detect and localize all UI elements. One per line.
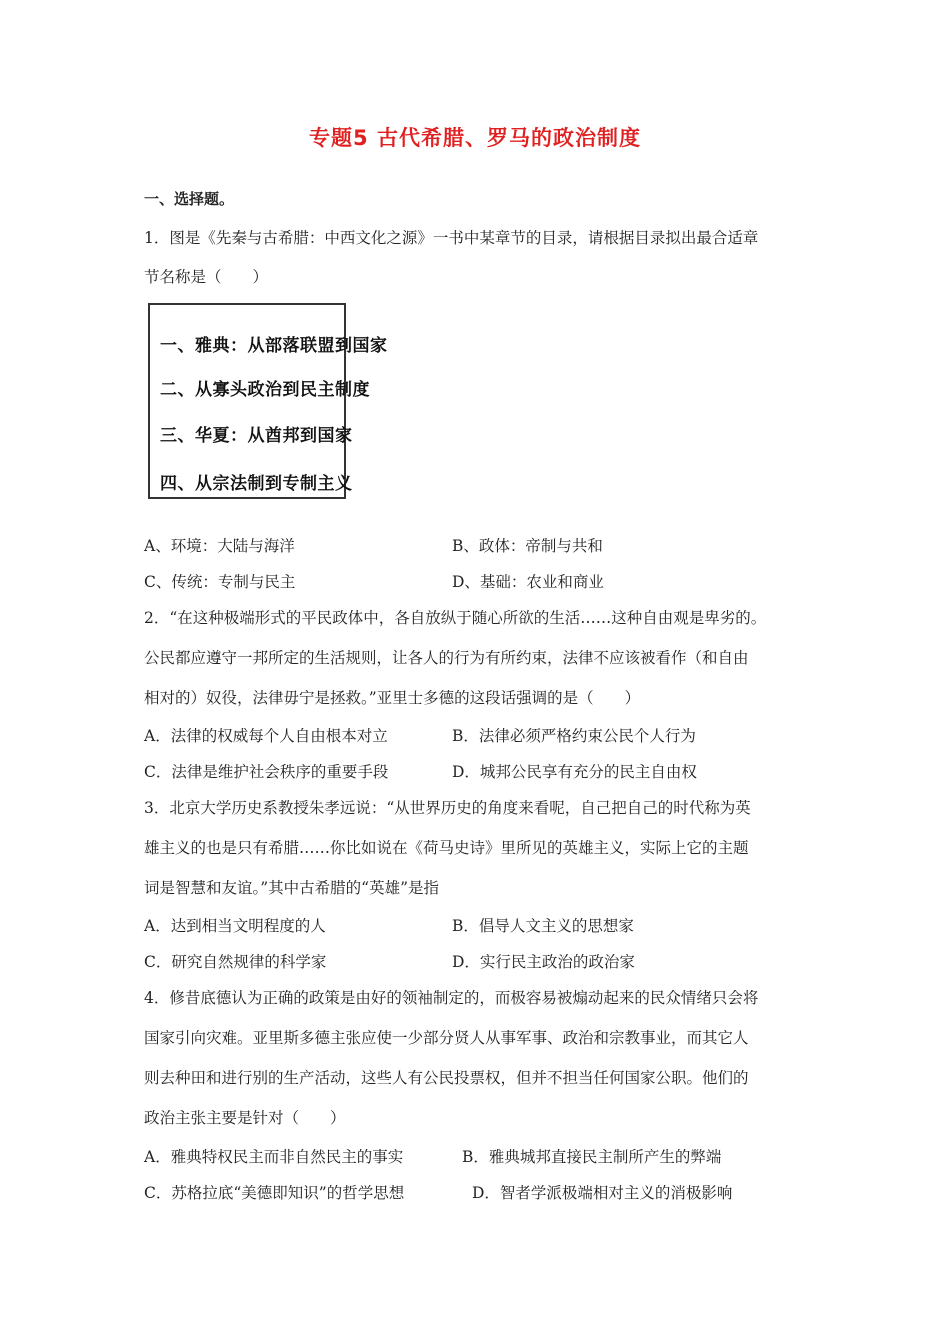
q3-stem-line: 3．北京大学历史系教授朱孝远说：“从世界历史的角度来看呢，自己把自己的时代称为英 xyxy=(144,799,751,817)
q4-option-a: A．雅典特权民主而非自然民主的事实 xyxy=(144,1148,404,1166)
q4-option-b: B．雅典城邦直接民主制所产生的弊端 xyxy=(462,1148,722,1166)
q2-option-a: A．法律的权威每个人自由根本对立 xyxy=(144,727,388,745)
q1-option-d: D、基础：农业和商业 xyxy=(452,573,604,591)
toc-item: 四、从宗法制到专制主义 xyxy=(160,474,353,494)
q1-stem-line: 节名称是（ ） xyxy=(144,268,269,286)
toc-item: 三、华夏：从酋邦到国家 xyxy=(160,426,353,446)
q3-option-c: C．研究自然规律的科学家 xyxy=(144,953,327,971)
q3-option-d: D．实行民主政治的政治家 xyxy=(452,953,635,971)
q2-option-b: B．法律必须严格约束公民个人行为 xyxy=(452,727,696,745)
section-heading: 一、选择题。 xyxy=(144,190,235,208)
q3-option-b: B．倡导人文主义的思想家 xyxy=(452,917,634,935)
toc-item: 一、雅典：从部落联盟到国家 xyxy=(160,336,388,356)
q4-option-c: C．苏格拉底“美德即知识”的哲学思想 xyxy=(144,1184,405,1202)
q4-stem-line: 则去种田和进行别的生产活动，这些人有公民投票权，但并不担当任何国家公职。他们的 xyxy=(144,1069,749,1087)
q1-stem-line: 1．图是《先秦与古希腊：中西文化之源》一书中某章节的目录，请根据目录拟出最合适章 xyxy=(144,229,759,247)
q2-stem-line: 2．“在这种极端形式的平民政体中，各自放纵于随心所欲的生活……这种自由观是卑劣的。 xyxy=(144,609,767,627)
q4-stem-line: 4．修昔底德认为正确的政策是由好的领袖制定的，而极容易被煽动起来的民众情绪只会将 xyxy=(144,989,759,1007)
q2-option-c: C．法律是维护社会秩序的重要手段 xyxy=(144,763,389,781)
q2-option-d: D．城邦公民享有充分的民主自由权 xyxy=(452,763,697,781)
page-title: 专题5 古代希腊、罗马的政治制度 xyxy=(309,126,641,150)
toc-item: 二、从寡头政治到民主制度 xyxy=(160,380,370,400)
q3-stem-line: 词是智慧和友谊。”其中古希腊的“英雄”是指 xyxy=(144,879,440,897)
q4-stem-line: 国家引向灾难。亚里斯多德主张应使一少部分贤人从事军事、政治和宗教事业，而其它人 xyxy=(144,1029,749,1047)
q4-option-d: D．智者学派极端相对主义的消极影响 xyxy=(472,1184,733,1202)
toc-image xyxy=(148,303,388,499)
q1-option-c: C、传统：专制与民主 xyxy=(144,573,296,591)
q4-stem-line: 政治主张主要是针对（ ） xyxy=(144,1109,346,1127)
q1-option-a: A、环境：大陆与海洋 xyxy=(144,537,295,555)
q2-stem-line: 公民都应遵守一邦所定的生活规则，让各人的行为有所约束，法律不应该被看作（和自由 xyxy=(144,649,749,667)
q3-option-a: A．达到相当文明程度的人 xyxy=(144,917,326,935)
q2-stem-line: 相对的）奴役，法律毋宁是拯救。”亚里士多德的这段话强调的是（ ） xyxy=(144,689,641,707)
q3-stem-line: 雄主义的也是只有希腊……你比如说在《荷马史诗》里所见的英雄主义，实际上它的主题 xyxy=(144,839,749,857)
q1-option-b: B、政体：帝制与共和 xyxy=(452,537,603,555)
